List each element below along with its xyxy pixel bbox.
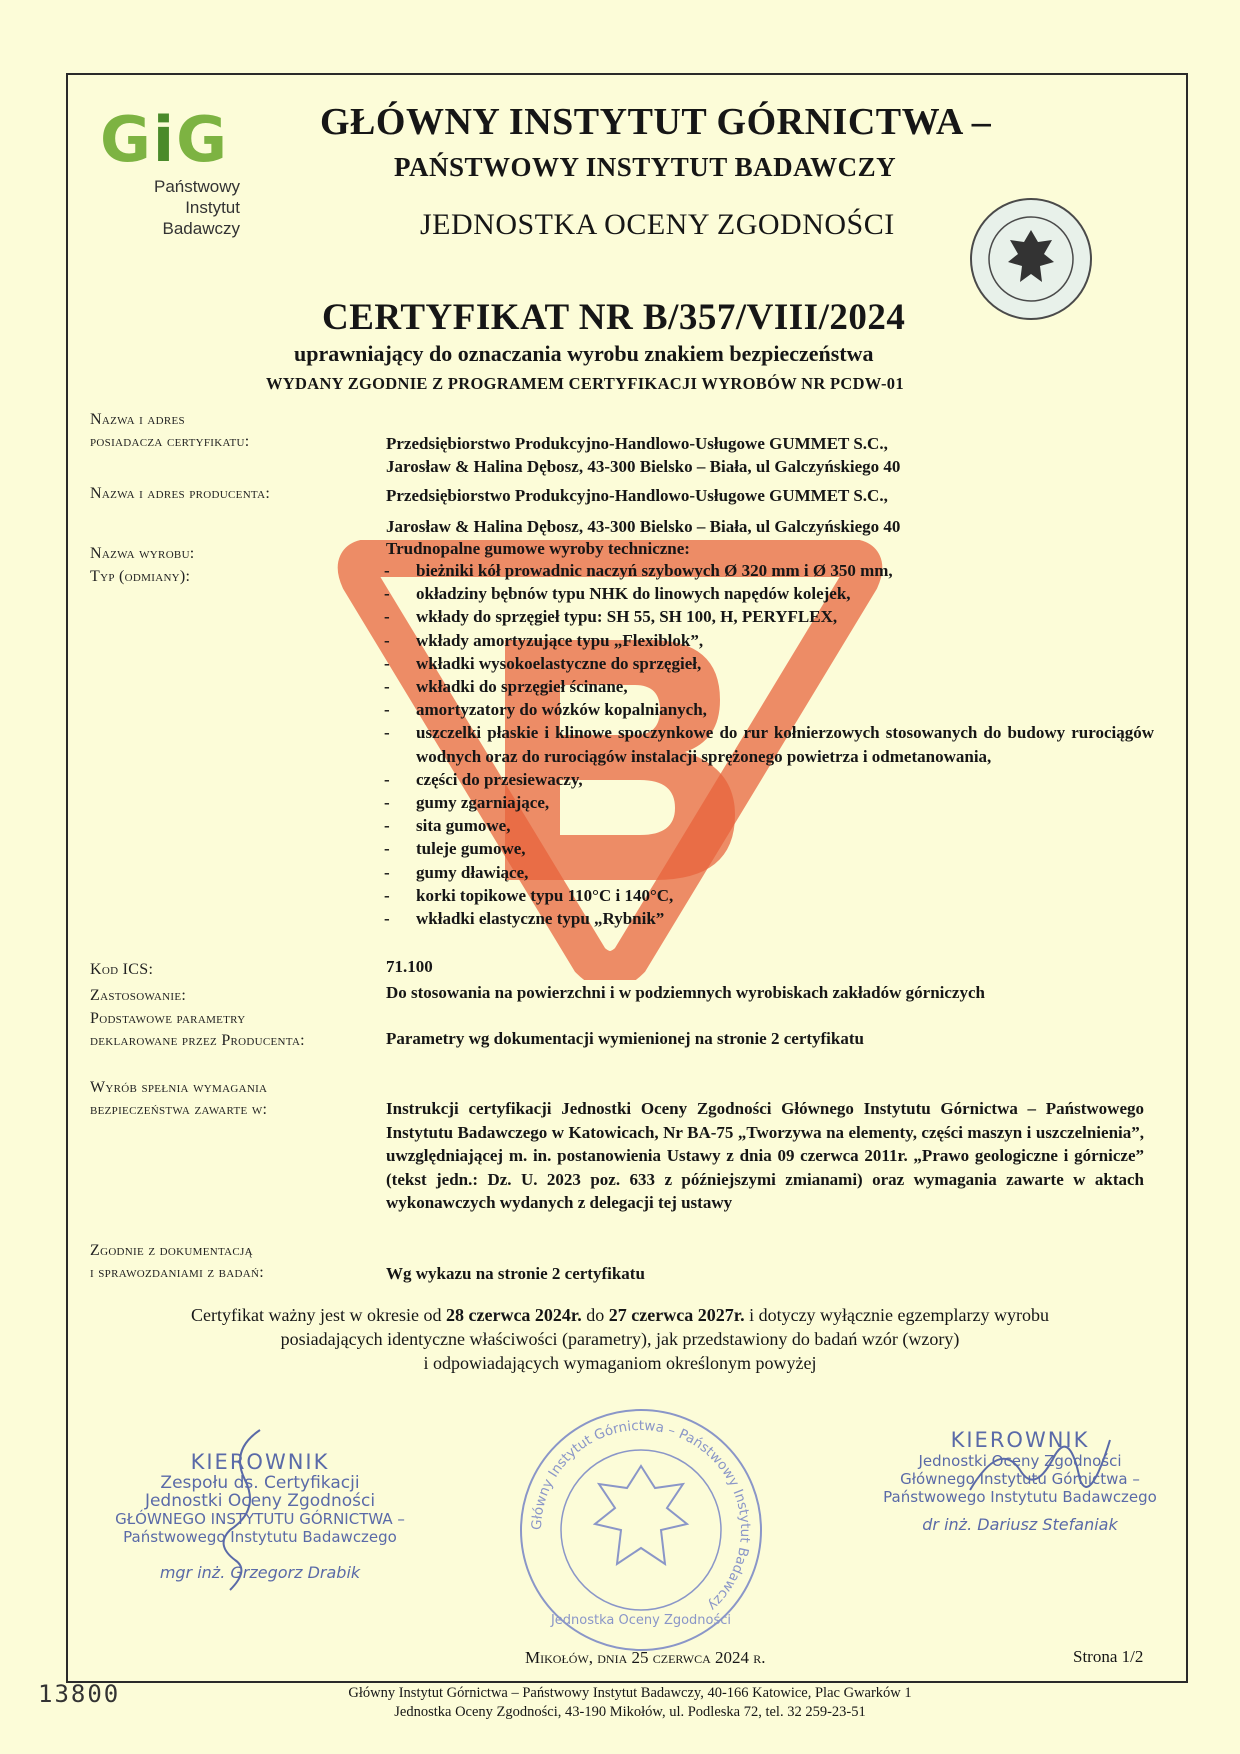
value-line: Jarosław & Halina Dębosz, 43-300 Bielsko – Biała, ul Galczyńskiego 40 [386,517,901,536]
signature-line: Głównego Instytutu Górnictwa – [900,1470,1140,1488]
list-item: - okładziny bębnów typu NHK do linowych napędów kolejek, [384,582,1154,605]
footer-line: Główny Instytut Górnictwa – Państwowy Instytut Badawczy, 40-166 Katowice, Plac Gwarków 1 [348,1685,912,1701]
validity-line [120,1303,1120,1327]
valid-to: 27 czerwca 2027r. [608,1305,745,1325]
list-item: - gumy zgarniające, [384,791,1154,814]
docs-value: Wg wykazu na stronie 2 certyfikatu [386,1264,645,1283]
list-item: - części do przesiewaczy, [384,768,1154,791]
list-item: - wkłady amortyzujące typu „Flexiblok”, [384,629,1154,652]
label-line: deklarowane przez Producenta: [90,1032,305,1049]
signatory-name: dr inż. Dariusz Stefaniak [922,1515,1118,1534]
use-value: Do stosowania na powierzchni i w podziemnych wyrobiskach zakładów górniczych [386,983,985,1002]
logo-caption-line: Badawczy [162,219,240,238]
holder-label [90,409,250,453]
value-line: Jarosław & Halina Dębosz, 43-300 Bielsko – Biała, ul Galczyńskiego 40 [386,457,901,476]
value-line: Przedsiębiorstwo Produkcyjno-Handlowo-Usługowe GUMMET S.C., [386,434,888,453]
list-item: - sita gumowe, [384,814,1154,837]
list-item: - tuleje gumowe, [384,837,1154,860]
label-line: posiadacza certyfikatu: [90,433,250,450]
validity-statement [120,1303,1120,1375]
list-item: - gumy dławiące, [384,861,1154,884]
list-item: - korki topikowe typu 110°C i 140°C, [384,884,1154,907]
signature-line: Państwowego Instytutu Badawczego [123,1528,397,1546]
docs-label [90,1240,264,1284]
types-label: Typ (odmiany): [90,568,191,585]
requirements-label [90,1077,267,1121]
list-item: - uszczelki płaskie i klinowe spoczynkowe do rur kołnierzowych stosowanych do budowy rurociągów wodnych oraz do rurociągów instalacji sprężonego powietrza i odmetanowania, [384,721,1154,767]
place-date: Mikołów, dnia 25 czerwca 2024 r. [525,1648,766,1667]
signature-title: KIEROWNIK [950,1428,1090,1452]
validity-text: do [581,1305,609,1325]
list-item: - wkładki elastyczne typu „Rybnik” [384,907,1154,930]
gig-logo: GiG [100,103,230,176]
requirements-value: Instrukcji certyfikacji Jednostki Oceny Zgodności Głównego Instytutu Górnictwa – Państwowego Instytutu Badawczego w Katowicach, Nr BA-75 „Tworzywa na elementy, części maszyn i uszczelnienia”, uwzględniającej m. in. postanowienia Ustawy z dnia 09 czerwca 2011r. „Prawo geologiczne i górnicze” (tekst jedn.: Dz. U. 2023 poz. 633 z późniejszymi zmianami) oraz wymagania zawarte w aktach wykonawczych wydanych z delegacji tej ustawy [386,1099,1144,1212]
params-value: Parametry wg dokumentacji wymienionej na stronie 2 certyfikatu [386,1029,864,1048]
types-list [384,559,1154,930]
use-label: Zastosowanie: [90,987,187,1004]
round-stamp [515,1404,767,1656]
list-item: - amortyzatory do wózków kopalnianych, [384,698,1154,721]
label-line: i sprawozdaniami z badań: [90,1264,265,1281]
stamp-text: Jednostka Oceny Zgodności [550,1613,732,1628]
logo-caption [110,176,240,239]
logo-caption-line: Instytut [185,198,240,217]
validity-text: Certyfikat ważny jest w okresie od [191,1305,446,1325]
validity-line: posiadających identyczne właściwości (parametry), jak przedstawiony do badań wzór (wzory) [280,1329,960,1349]
logo-caption-line: Państwowy [154,177,240,196]
ics-label: Kod ICS: [90,961,154,978]
label-line: Nazwa i adres [90,411,185,428]
label-line: Zgodnie z dokumentacją [90,1242,253,1259]
document-number: 13800 [38,1680,121,1708]
product-label: Nazwa wyrobu: [90,545,195,562]
signature-line: Zespołu ds. Certyfikacji [160,1473,360,1493]
page-number: Strona 1/2 [1073,1647,1144,1666]
stamp-text: Główny Instytut Górnictwa – Państwowy Instytut Badawczy [528,1417,754,1614]
label-line: bezpieczeństwa zawarte w: [90,1101,268,1118]
ics-value: 71.100 [386,957,433,976]
signature-line: Jednostki Oceny Zgodności [144,1491,376,1511]
signature-line: GŁÓWNEGO INSTYTUTU GÓRNICTWA – [115,1510,405,1528]
label-line: Wyrób spełnia wymagania [90,1079,268,1096]
footer-line: Jednostka Oceny Zgodności, 43-190 Mikołów, ul. Podleska 72, tel. 32 259-23-51 [394,1704,866,1720]
signatory-name: mgr inż. Grzegorz Drabik [159,1563,361,1582]
validity-text: i dotyczy wyłącznie egzemplarzy wyrobu [744,1305,1049,1325]
validity-line: i odpowiadających wymaganiom określonym powyżej [423,1353,817,1373]
params-label [90,1008,305,1052]
unit-title: JEDNOSTKA OCENY ZGODNOŚCI [420,208,895,241]
product-value: Trudnopalne gumowe wyroby techniczne: [386,539,690,558]
certificate-program: WYDANY ZGODNIE Z PROGRAMEM CERTYFIKACJI WYROBÓW NR PCDW-01 [266,374,904,393]
list-item: - bieżniki kół prowadnic naczyń szybowych Ø 320 mm i Ø 350 mm, [384,559,1154,582]
institute-subtitle: PAŃSTWOWY INSTYTUT BADAWCZY [394,152,897,182]
producer-value [386,480,900,542]
certificate-purpose: uprawniający do oznaczania wyrobu znakiem bezpieczeństwa [294,341,874,366]
seal-icon [968,196,1094,322]
label-line: Podstawowe parametry [90,1010,246,1027]
certificate-number: CERTYFIKAT NR B/357/VIII/2024 [322,297,906,338]
footer [240,1684,1020,1722]
signature-title: KIEROWNIK [190,1450,330,1474]
list-item: - wkładki wysokoelastyczne do sprzęgieł, [384,652,1154,675]
producer-label: Nazwa i adres producenta: [90,485,271,502]
handwritten-signature-left [190,1420,310,1600]
handwritten-signature-right [960,1420,1120,1520]
list-item: - wkładki do sprzęgieł ścinane, [384,675,1154,698]
signature-line: Jednostki Oceny Zgodności [918,1452,1122,1470]
holder-value [386,432,900,478]
list-item: - wkłady do sprzęgieł typu: SH 55, SH 100, H, PERYFLEX, [384,605,1154,628]
institute-title: GŁÓWNY INSTYTUT GÓRNICTWA – [320,101,992,143]
value-line: Przedsiębiorstwo Produkcyjno-Handlowo-Usługowe GUMMET S.C., [386,486,888,505]
signature-line: Państwowego Instytutu Badawczego [883,1488,1157,1506]
valid-from: 28 czerwca 2024r. [445,1305,582,1325]
